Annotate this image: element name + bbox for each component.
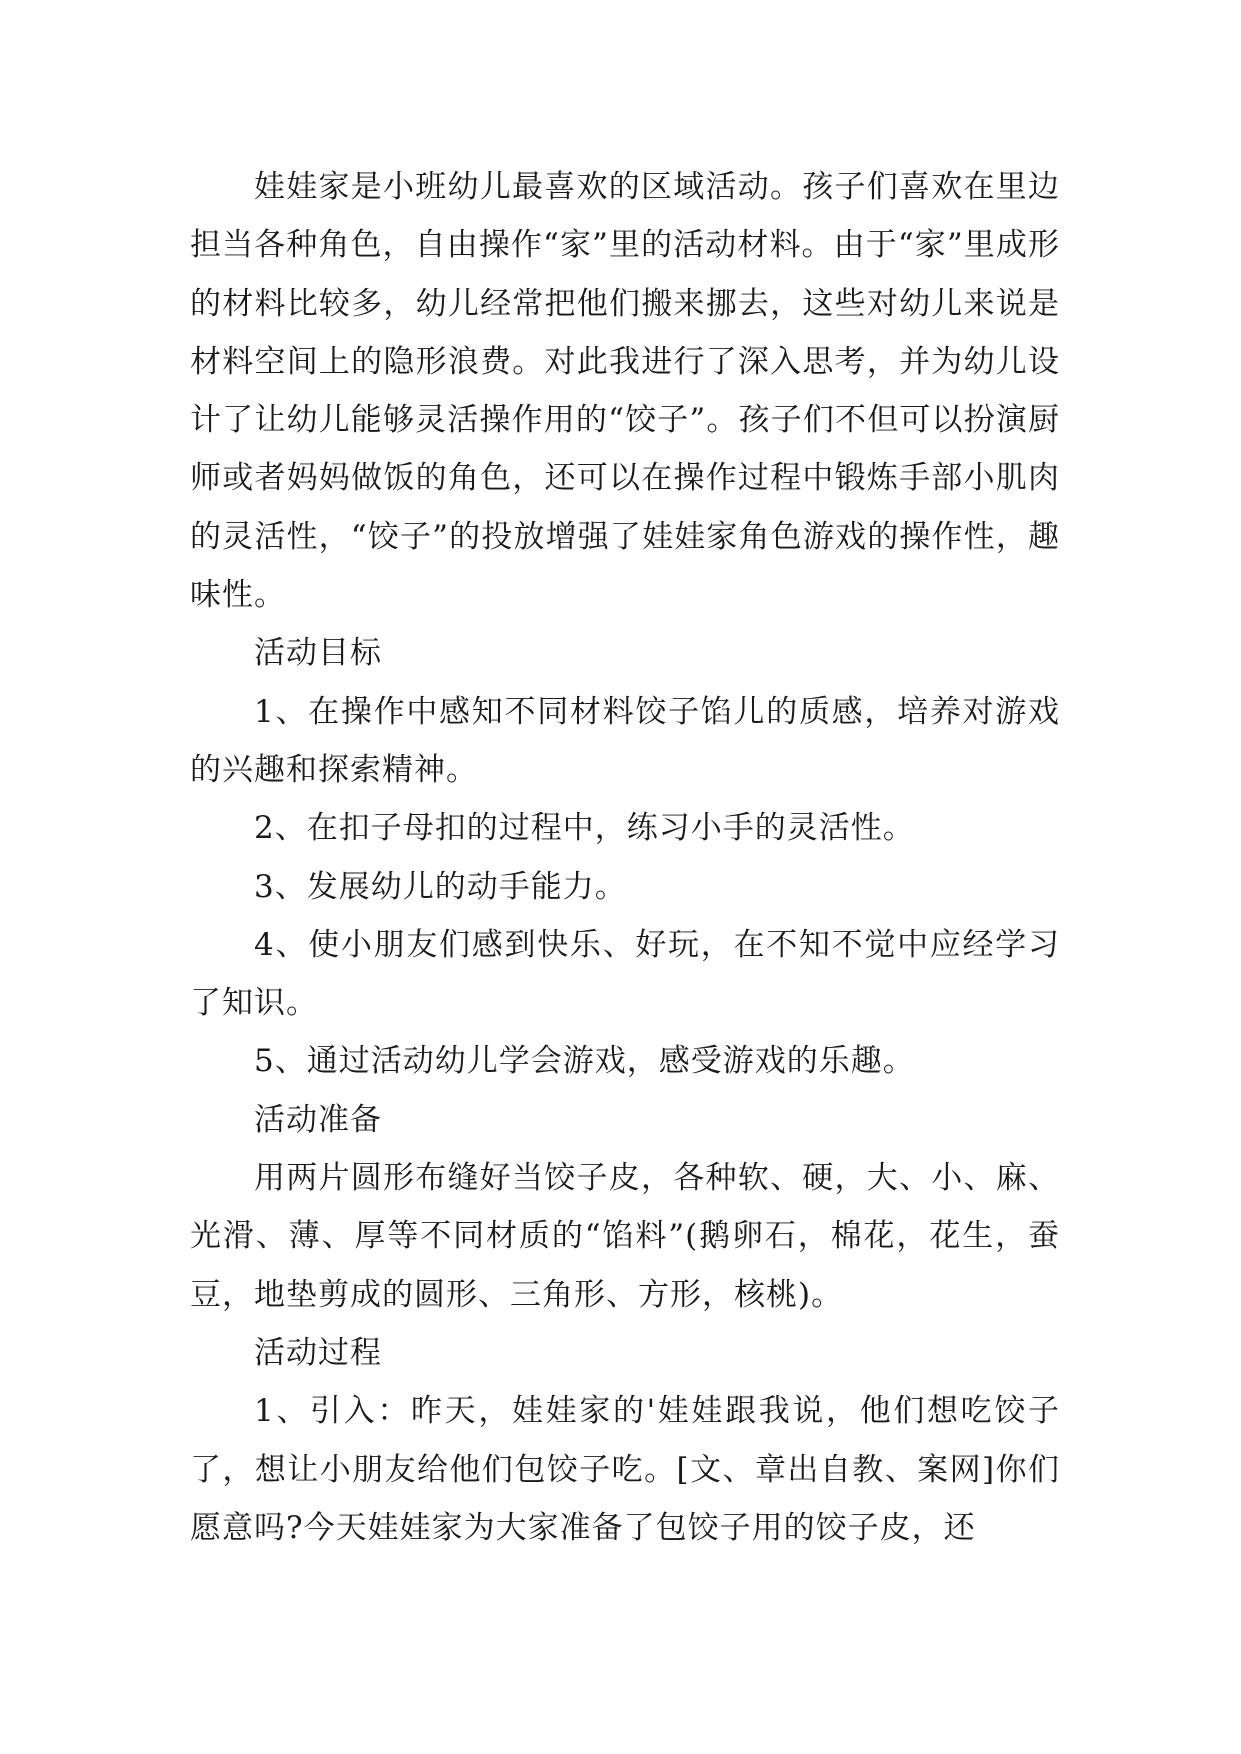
goal-item-3: 3、发展幼儿的动手能力。 (254, 868, 627, 905)
goal-item-4: 4、使小朋友们感到快乐、好玩，在不知不觉中应经学习了知识。 (190, 926, 1060, 1022)
goal-item-1: 1、在操作中感知不同材料饺子馅儿的质感，培养对游戏的兴趣和探索精神。 (190, 693, 1060, 788)
heading-activity-preparation: 活动准备 (254, 1101, 382, 1138)
intro-paragraph: 娃娃家是小班幼儿最喜欢的区域活动。孩子们喜欢在里边担当各种角色，自由操作“家”里的活动材料。由于“家”里成形的材料比较多，幼儿经常把他们搬来挪去，这些对幼儿来说是材料空间上的隐形浪费。对此我进行了深入思考，并为幼儿设计了让幼儿能够灵活操作用的“饺子”。孩子们不但可以扮演厨师或者妈妈做饭的角色，还可以在操作过程中锻炼手部小肌肉的灵活性，“饺子”的投放增强了娃娃家角色游戏的操作性，趣味性。 (190, 169, 1060, 614)
heading-activity-process: 活动过程 (254, 1334, 382, 1371)
goal-item-5: 5、通过活动幼儿学会游戏，感受游戏的乐趣。 (254, 1043, 915, 1080)
goal-item-2: 2、在扣子母扣的过程中，练习小手的灵活性。 (254, 810, 915, 847)
preparation-paragraph: 用两片圆形布缝好当饺子皮，各种软、硬，大、小、麻、光滑、薄、厚等不同材质的“馅料”(鹅卵石，棉花，花生，蚕豆，地垫剪成的圆形、三角形、方形，核桃)。 (190, 1160, 1060, 1313)
heading-activity-goals: 活动目标 (254, 635, 382, 672)
process-step-1: 1、引入：昨天，娃娃家的'娃娃跟我说，他们想吃饺子了，想让小朋友给他们包饺子吃。[文、章出自教、案网]你们愿意吗?今天娃娃家为大家准备了包饺子用的饺子皮，还 (190, 1393, 1060, 1546)
document-page (190, 158, 1060, 1557)
